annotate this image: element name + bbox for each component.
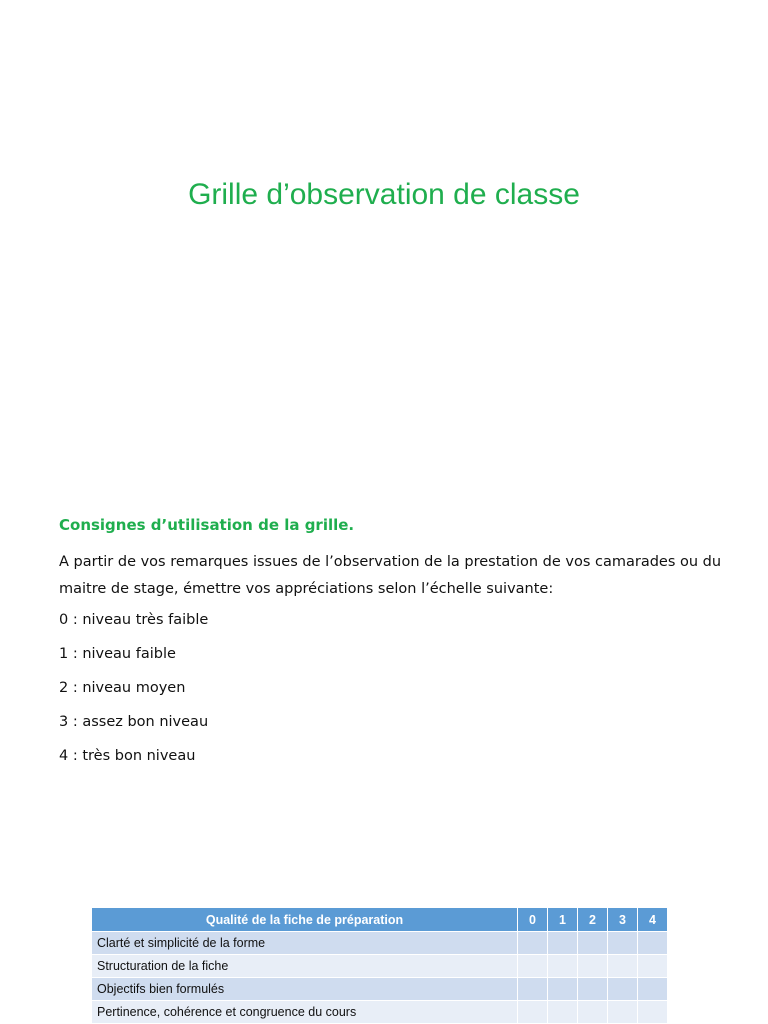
table-row	[92, 1001, 668, 1024]
score-column-3: 3	[608, 908, 638, 932]
table-row	[92, 978, 668, 1001]
table-header-criteria: Qualité de la fiche de préparation	[92, 908, 518, 932]
scale-item-4: 4 : très bon niveau	[59, 748, 196, 764]
score-cell-0[interactable]	[518, 955, 548, 978]
scale-item-3: 3 : assez bon niveau	[59, 714, 209, 730]
score-cell-2[interactable]	[578, 1001, 608, 1024]
score-column-1: 1	[548, 908, 578, 932]
criteria-cell: Objectifs bien formulés	[92, 978, 518, 1001]
criteria-cell: Clarté et simplicité de la forme	[92, 932, 518, 955]
document-title: Grille d’observation de classe	[188, 178, 580, 211]
instructions-heading: Consignes d’utilisation de la grille.	[59, 516, 355, 534]
score-cell-0[interactable]	[518, 978, 548, 1001]
score-cell-4[interactable]	[638, 932, 668, 955]
score-cell-1[interactable]	[548, 955, 578, 978]
score-cell-3[interactable]	[608, 978, 638, 1001]
table-row	[92, 955, 668, 978]
table-row	[92, 932, 668, 955]
score-cell-4[interactable]	[638, 1001, 668, 1024]
score-column-4: 4	[638, 908, 668, 932]
score-cell-4[interactable]	[638, 978, 668, 1001]
score-cell-0[interactable]	[518, 932, 548, 955]
score-cell-3[interactable]	[608, 955, 638, 978]
score-cell-2[interactable]	[578, 932, 608, 955]
scale-item-2: 2 : niveau moyen	[59, 680, 186, 696]
criteria-cell: Structuration de la fiche	[92, 955, 518, 978]
score-cell-4[interactable]	[638, 955, 668, 978]
instructions-paragraph: A partir de vos remarques issues de l’observation de la prestation de vos camarades ou du maitre de stage, émettre vos appréciations selon l’échelle suivante:	[59, 554, 722, 597]
score-cell-1[interactable]	[548, 932, 578, 955]
score-cell-1[interactable]	[548, 978, 578, 1001]
scale-item-0: 0 : niveau très faible	[59, 612, 209, 628]
score-cell-3[interactable]	[608, 1001, 638, 1024]
score-cell-0[interactable]	[518, 1001, 548, 1024]
score-cell-3[interactable]	[608, 932, 638, 955]
score-cell-2[interactable]	[578, 978, 608, 1001]
criteria-cell: Pertinence, cohérence et congruence du cours	[92, 1001, 518, 1024]
score-column-0: 0	[518, 908, 548, 932]
score-column-2: 2	[578, 908, 608, 932]
table-header-row	[92, 908, 668, 932]
scale-item-1: 1 : niveau faible	[59, 646, 176, 662]
observation-grid-table	[91, 907, 668, 1024]
score-cell-1[interactable]	[548, 1001, 578, 1024]
score-cell-2[interactable]	[578, 955, 608, 978]
